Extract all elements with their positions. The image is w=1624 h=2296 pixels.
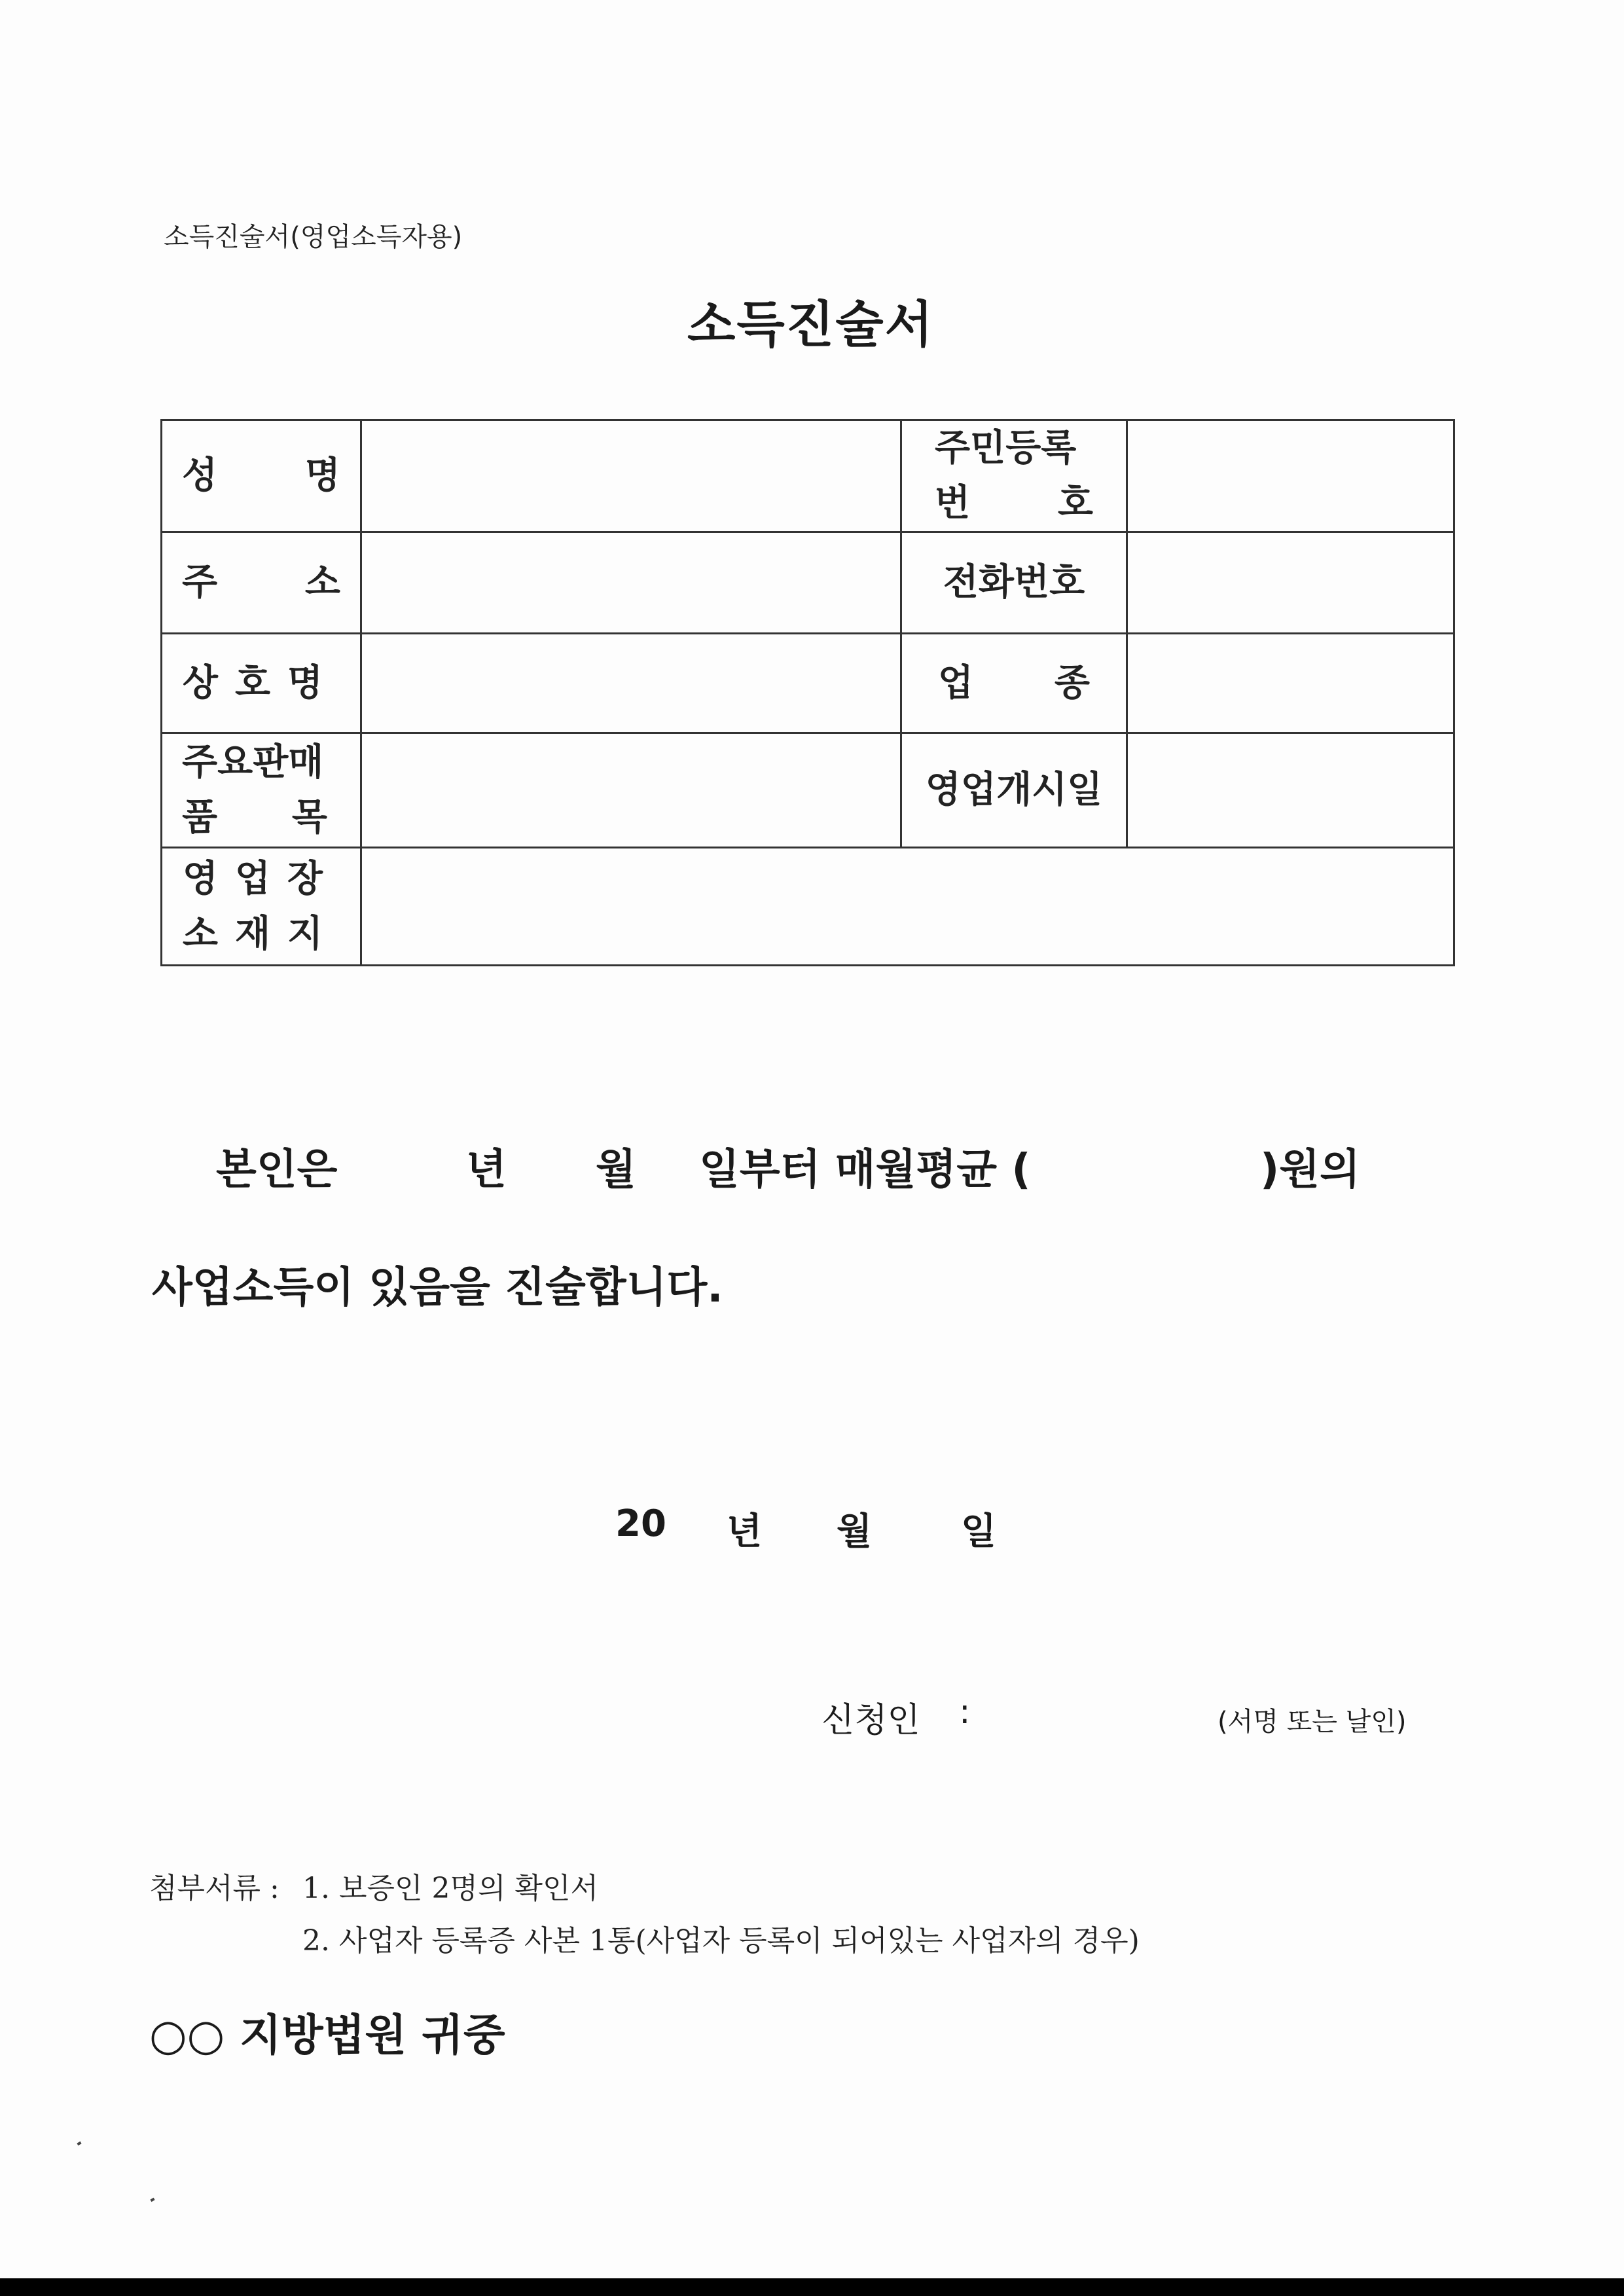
business-type-label-char: 종 [1054,661,1090,704]
attachment-item: 1. 보증인 2명의 확인서 [302,1872,598,1905]
phone-label-cell [901,532,1127,634]
business-type-label-char: 업 [938,661,974,704]
address-label-cell [162,532,361,634]
document-title: 소득진술서 [687,295,935,354]
applicant-label: 신청인 [821,1701,920,1740]
court-addressee: ○○ 지방법원 귀중 [149,2010,505,2060]
id-label-char: 번 [935,482,971,524]
date-year: 년 [727,1510,763,1553]
statement-prefix: 본인은 [216,1146,338,1194]
name-label-cell [162,420,361,532]
name-label-char: 성 [182,454,218,497]
info-table [160,419,1455,966]
id-number-field[interactable] [1127,420,1454,532]
phone-field[interactable] [1127,532,1454,634]
id-label-line1: 주민등록 [935,427,1077,469]
id-label-char: 호 [1057,482,1093,524]
scan-edge [0,2278,1624,2296]
location-label-line2: 소재지 [182,912,340,955]
statement-month: 월 [596,1146,636,1194]
main-items-label-cell [162,733,361,848]
signature-note: (서명 또는 날인) [1218,1707,1407,1737]
location-field[interactable] [361,848,1454,966]
business-type-field[interactable] [1127,634,1454,733]
phone-label: 전화번호 [943,561,1085,604]
start-date-field[interactable] [1127,733,1454,848]
date-day: 일 [961,1510,997,1553]
main-items-label-char: 품 [182,796,218,839]
address-label-char: 주 [182,561,218,604]
table-row [162,420,1454,532]
location-label-cell [162,848,361,966]
table-row [162,733,1454,848]
main-items-field[interactable] [361,733,901,848]
statement-suffix: )원의 [1260,1146,1360,1194]
location-label-line1: 영업장 [182,857,340,900]
statement-from: 일부터 매월평균 ( [699,1146,1031,1194]
trade-name-field[interactable] [361,634,901,733]
main-items-label-line1: 주요판매 [182,741,324,784]
date-month: 월 [837,1510,873,1553]
scan-speck [77,2141,81,2145]
trade-name-label: 상호명 [182,661,340,704]
attachments-label: 첨부서류 : [149,1872,280,1905]
address-label-char: 소 [304,561,340,604]
statement-year: 년 [466,1146,507,1194]
name-field[interactable] [361,420,901,532]
id-label-cell [901,420,1127,532]
name-label-char: 명 [304,454,340,497]
form-caption: 소득진술서(영업소득자용) [164,222,463,252]
date-year-prefix: 20 [615,1503,666,1545]
trade-name-label-cell [162,634,361,733]
address-field[interactable] [361,532,901,634]
table-row [162,532,1454,634]
start-date-label-cell [901,733,1127,848]
main-items-label-char: 목 [291,796,327,839]
table-row [162,634,1454,733]
scan-speck [150,2198,154,2202]
table-row [162,848,1454,966]
business-type-label-cell [901,634,1127,733]
start-date-label: 영업개시일 [925,769,1103,811]
applicant-colon: : [959,1692,971,1732]
statement-line2: 사업소득이 있음을 진술합니다. [152,1264,723,1312]
attachment-item: 2. 사업자 등록증 사본 1통(사업자 등록이 되어있는 사업자의 경우) [302,1924,1140,1958]
